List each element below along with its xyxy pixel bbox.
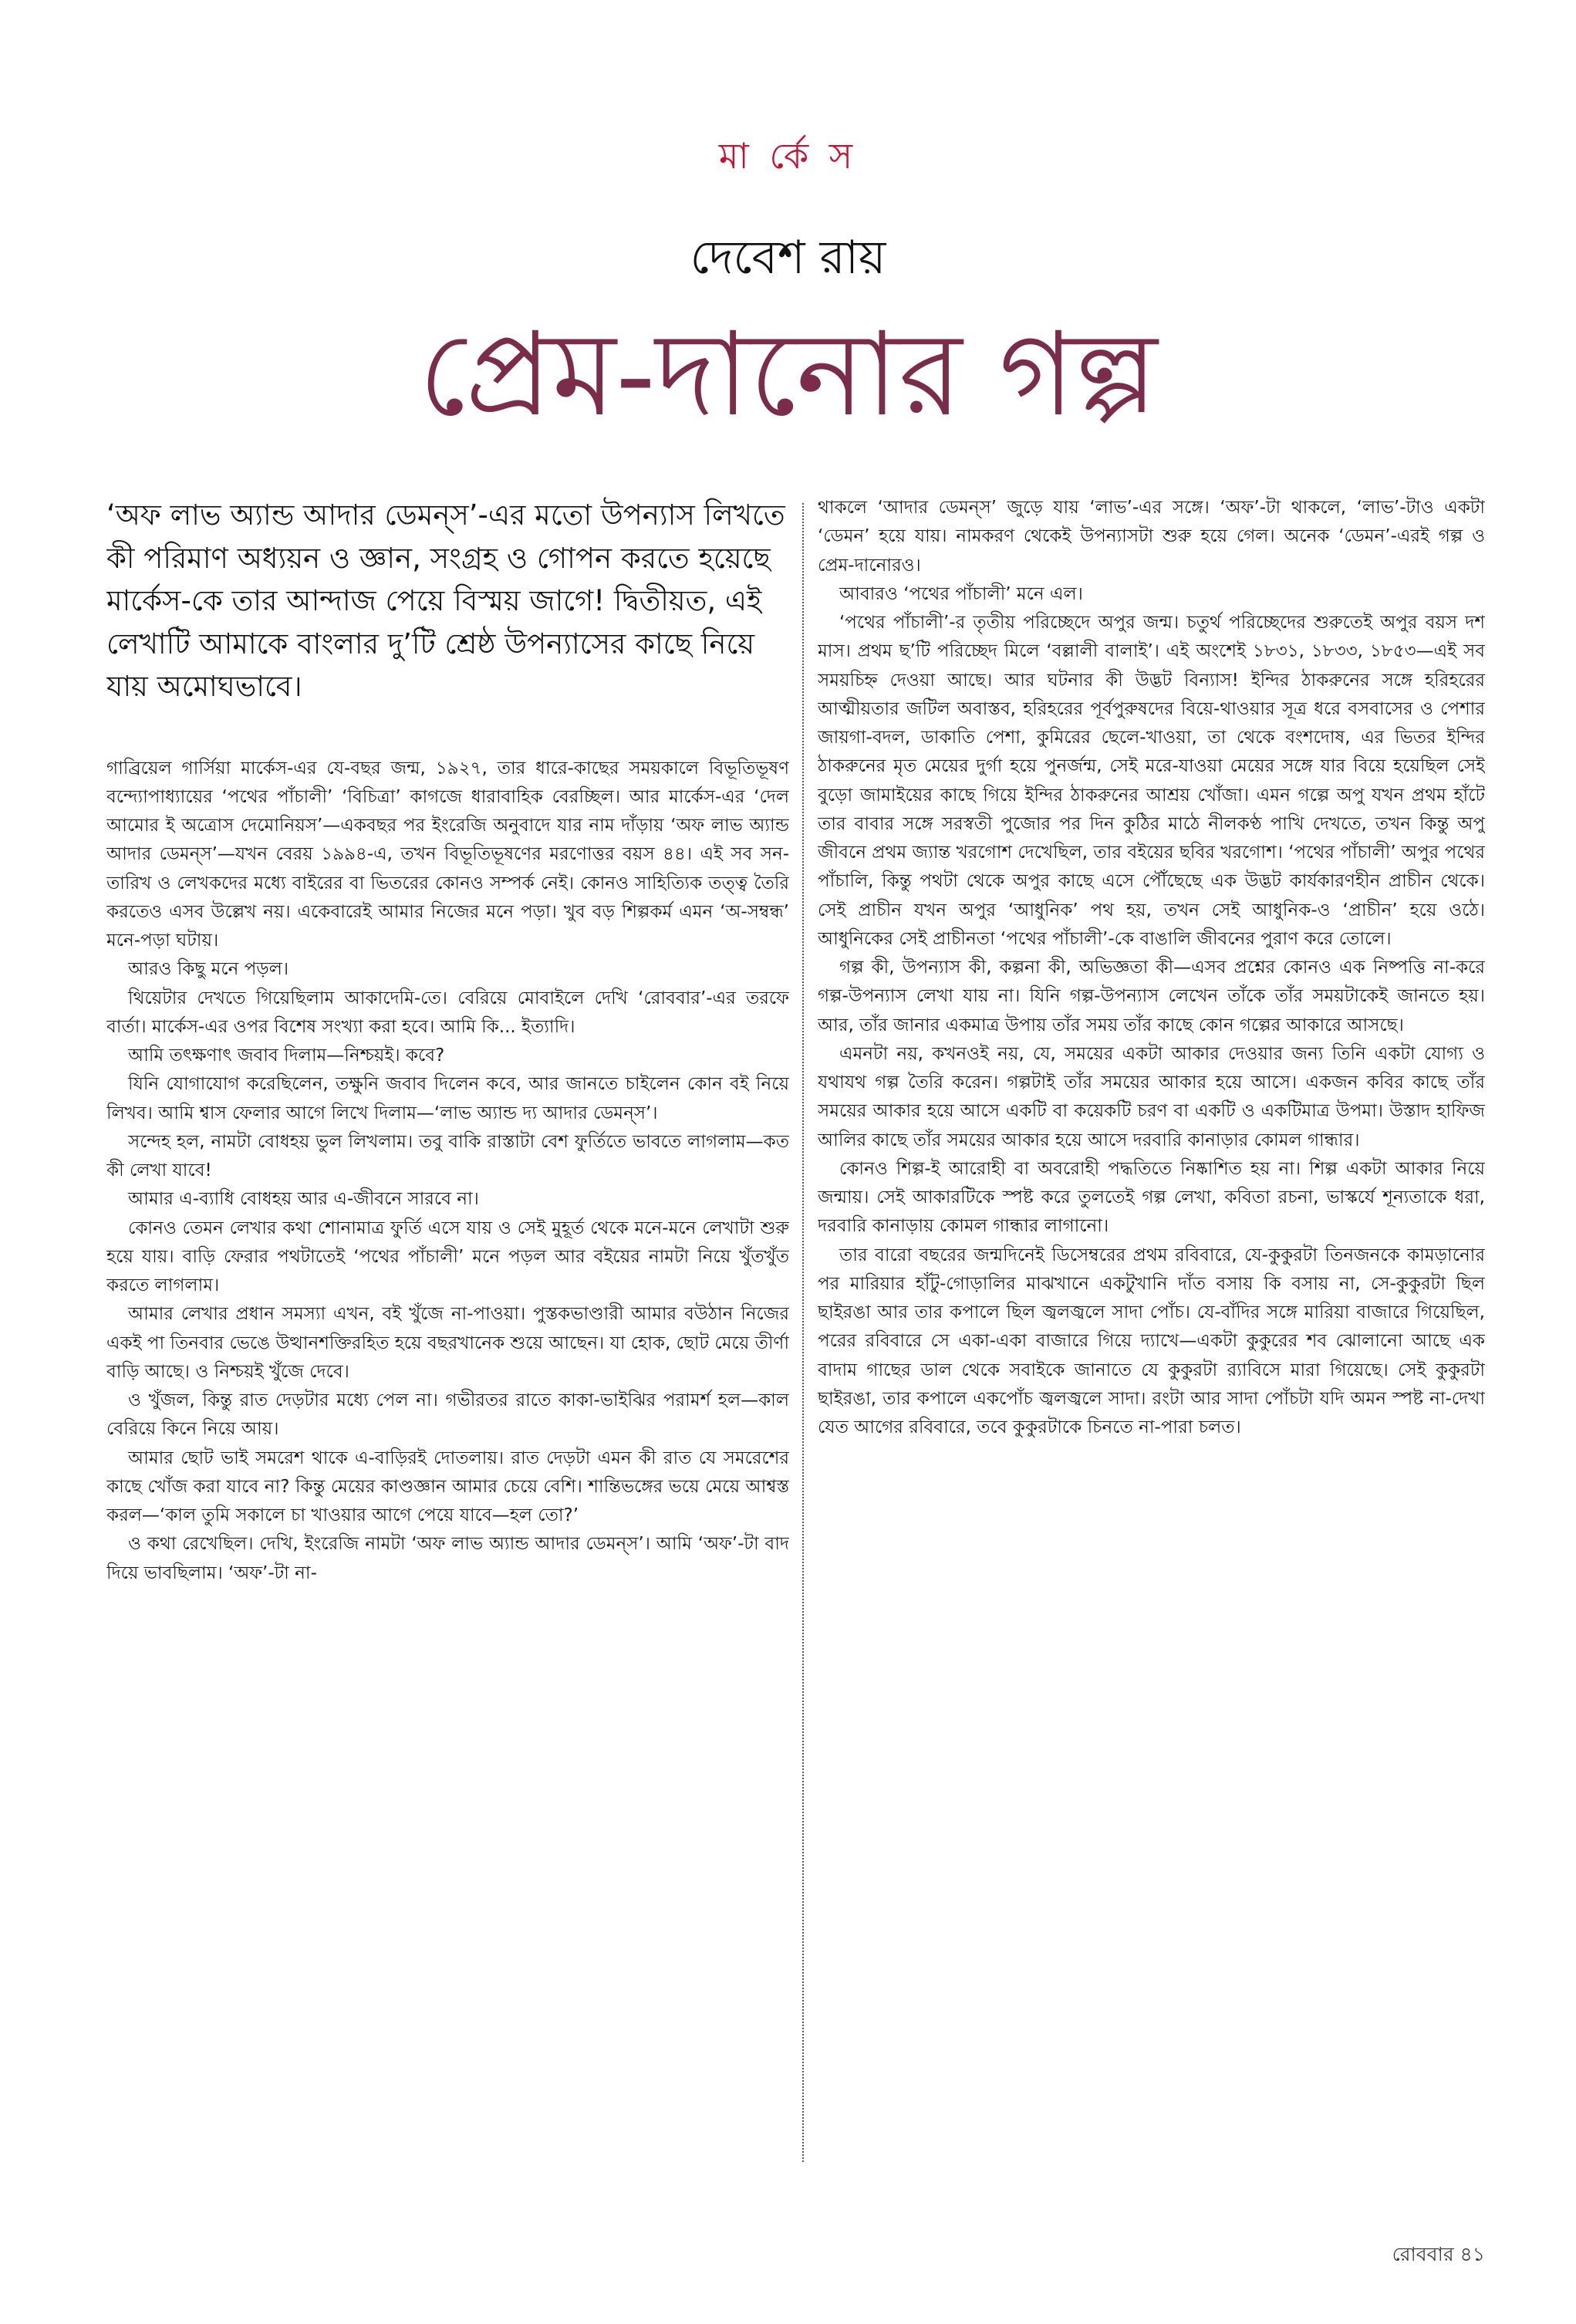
paragraph: আমার ছোট ভাই সমরেশ থাকে এ-বাড়িরই দোতলায়। রাত দেড়টা এমন কী রাত যে সমরেশের কাছে খোঁজ করা যাবে না? কিন্তু মেয়ের কাণ্ডজ্ঞান আমার চেয়ে বেশি। শান্তিভঙ্গের ভয়ে মেয়ে আশ্বস্ত করল—‘কাল তুমি সকালে চা খাওয়ার আগে পেয়ে যাবে—হল তো?’ xyxy=(106,1447,789,1525)
paragraph: ‘পথের পাঁচালী’-র তৃতীয় পরিচ্ছেদে অপুর জন্ম। চতুর্থ পরিচ্ছেদের শুরুতেই অপুর বয়স দশ মাস। প্রথম ছ’টি পরিচ্ছেদ মিলে ‘বল্লালী বালাই’। এই অংশেই ১৮৩১, ১৮৩৩, ১৮৫৩—এই সব সময়চিহ্ন দেওয়া আছে। আর ঘটনার কী উদ্ভট বিন্যাস! ইন্দির ঠাকরুনের সঙ্গে হরিহরের আত্মীয়তার জটিল অবাস্তব, হরিহরের পূর্বপুরুষদের বিয়ে-থাওয়ার সূত্র ধরে বসবাসের ও পেশার জায়গা-বদল, ডাকাতি পেশা, কুমিরের ছেলে-খাওয়া, তা থেকে বংশদোষ, এর ভিতর ইন্দির ঠাকরুনের মৃত মেয়ের দুর্গা হয়ে পুনর্জন্ম, সেই মরে-যাওয়া মেয়ের সঙ্গে যার বিয়ে হয়েছিল সেই বুড়ো জামাইয়ের কাছে গিয়ে ইন্দির ঠাকরুনের আশ্রয় খোঁজা। এমন গল্পে অপু যখন প্রথম হাঁটে তার বাবার সঙ্গে সরস্বতী পুজোর পর দিন কুঠির মাঠে নীলকণ্ঠ পাখি দেখতে, তখন কিন্তু অপু জীবনে প্রথম জ্যান্ত খরগোশ দেখেছিল, তার বইয়ের ছবির খরগোশ। ‘পথের পাঁচালী’ অপুর পথের পাঁচালি, কিন্তু পথটা থেকে অপুর কাছে এসে পৌঁছেছে এক উদ্ভট কার্যকারণহীন প্রাচীন থেকে। সেই প্রাচীন যখন অপুর ‘আধুনিক’ পথ হয়, তখন সেই আধুনিক-ও ‘প্রাচীন’ হয়ে ওঠে। আধুনিকের সেই প্রাচীনতা ‘পথের পাঁচালী’-কে বাঙালি জীবনের পুরাণ করে তোলে। xyxy=(818,613,1485,949)
paragraph: সন্দেহ হল, নামটা বোধহয় ভুল লিখলাম। তবু বাকি রাস্তাটা বেশ ফুর্তিতে ভাবতে লাগলাম—কত কী লেখা যাবে! xyxy=(106,1131,789,1181)
author-name: দেবেশ রায় xyxy=(690,231,886,285)
paragraph: এমনটা নয়, কখনওই নয়, যে, সময়ের একটা আকার দেওয়ার জন্য তিনি একটা যোগ্য ও যথাযথ গল্প তৈরি করেন। গল্পটাই তাঁর সময়ের আকার হয়ে আসে। একজন কবির কাছে তাঁর সময়ের আকার হয়ে আসে একটি বা কয়েকটি চরণ বা একটি ও একটিমাত্র উপমা। উস্তাদ হাফিজ আলির কাছে তাঁর সময়ের আকার হয়ে আসে দরবারি কানাড়ার কোমল গান্ধার। xyxy=(818,1043,1485,1150)
paragraph: তার বারো বছরের জন্মদিনেই ডিসেম্বরের প্রথম রবিবারে, যে-কুকুরটা তিনজনকে কামড়ানোর পর মারিয়ার হাঁটু-গোড়ালির মাঝখানে একটুখানি দাঁত বসায় কি বসায় না, সে-কুকুরটা ছিল ছাইরঙা আর তার কপালে ছিল জ্বলজ্বলে সাদা পোঁচ। যে-বাঁদির সঙ্গে মারিয়া বাজারে গিয়েছিল, পরের রবিবারে সে একা-একা বাজারে গিয়ে দ্যাখে—একটা কুকুরের শব ঝোলানো আছে এক বাদাম গাছের ডাল থেকে সবাইকে জানাতে যে কুকুরটা র‍্যাবিসে মারা গিয়েছে। সেই কুকুরটা ছাইরঙা, তার কপালে একপোঁচ জ্বলজ্বলে সাদা। রংটা আর সাদা পোঁচটা যদি অমন স্পষ্ট না-দেখা যেত আগের রবিবারে, তবে কুকুরটাকে চিনতে না-পারা চলত। xyxy=(818,1245,1485,1437)
paragraph: ও খুঁজল, কিন্তু রাত দেড়টার মধ্যে পেল না। গভীরতর রাতে কাকা-ভাইঝির পরামর্শ হল—কাল বেরিয়ে কিনে নিয়ে আয়। xyxy=(106,1390,789,1440)
intro-blurb: ‘অফ লাভ অ্যান্ড আদার ডেমন্‌স’-এর মতো উপন্যাস লিখতে কী পরিমাণ অধ্যয়ন ও জ্ঞান, সংগ্রহ ও গোপন করতে হয়েছে মার্কেস-কে তার আন্দাজ পেয়ে বিস্ময় জাগে! দ্বিতীয়ত, এই লেখাটি আমাকে বাংলার দু’টি শ্রেষ্ঠ উপন্যাসের কাছে নিয়ে যায় অমোঘভাবে। xyxy=(106,498,785,703)
paragraph: ও কথা রেখেছিল। দেখি, ইংরেজি নামটা ‘অফ লাভ অ্যান্ড আদার ডেমন্‌স’। আমি ‘অফ’-টা বাদ দিয়ে ভাবছিলাম। ‘অফ’-টা না- xyxy=(106,1534,789,1583)
left-column xyxy=(106,494,789,2214)
paragraph: কোনও শিল্প-ই আরোহী বা অবরোহী পদ্ধতিতে নিষ্কাশিত হয় না। শিল্প একটা আকার নিয়ে জন্মায়। সেই আকারটিকে স্পষ্ট করে তুলতেই গল্প লেখা, কবিতা রচনা, ভাস্কর্যে শূন্যতাকে ধরা, দরবারি কানাড়ায় কোমল গান্ধার লাগানো। xyxy=(818,1158,1485,1237)
right-body-text xyxy=(818,494,1485,1442)
column-divider xyxy=(802,503,804,2162)
paragraph: আবারও ‘পথের পাঁচালী’ মনে এল। xyxy=(839,583,1083,604)
paragraph: আমার লেখার প্রধান সমস্যা এখন, বই খুঁজে না-পাওয়া। পুস্তকভাণ্ডারী আমার বউঠান নিজের একই পা তিনবার ভেঙে উত্থানশক্তিরহিত হয়ে বছরখানেক শুয়ে আছেন। যা হোক, ছোট মেয়ে তীর্ণা বাড়ি আছে। ও নিশ্চয়ই খুঁজে দেবে। xyxy=(106,1304,789,1382)
paragraph: থিয়েটার দেখতে গিয়েছিলাম আকাদেমি-তে। বেরিয়ে মোবাইলে দেখি ‘রোববার’-এর তরফে বার্তা। মার্কেস-এর ওপর বিশেষ সংখ্যা করা হবে। আমি কি... ইত্যাদি। xyxy=(106,988,789,1037)
article-title: প্রেম-দানোর গল্প xyxy=(418,308,1158,442)
paragraph: আমার এ-ব্যাধি বোধহয় আর এ-জীবনে সারবে না। xyxy=(128,1189,479,1210)
paragraph: আরও কিছু মনে পড়ল। xyxy=(128,959,289,980)
section-label: মা র্কে স xyxy=(718,135,858,177)
paragraph: থাকলে ‘আদার ডেমন্‌স’ জুড়ে যায় ‘লাভ’-এর সঙ্গে। ‘অফ’-টা থাকলে, ‘লাভ’-টাও একটা ‘ডেমন’ হয়ে যায়। নামকরণ থেকেই উপন্যাসটা শুরু হয়ে গেল। অনেক ‘ডেমন’-এরই গল্প ও প্রেম-দানোরও। xyxy=(818,498,1485,576)
paragraph: আমি তৎক্ষণাৎ জবাব দিলাম—নিশ্চয়ই। কবে? xyxy=(128,1045,445,1066)
paragraph: কোনও তেমন লেখার কথা শোনামাত্র ফুর্তি এসে যায় ও সেই মুহূর্ত থেকে মনে-মনে লেখাটা শুরু হয়ে যায়। বাড়ি ফেরার পথটাতেই ‘পথের পাঁচালী’ মনে পড়ল আর বইয়ের নামটা নিয়ে খুঁতখুঁত করতে লাগলাম। xyxy=(106,1218,789,1295)
right-column xyxy=(818,494,1485,2214)
paragraph: গল্প কী, উপন্যাস কী, কল্পনা কী, অভিজ্ঞতা কী—এসব প্রশ্নের কোনও এক নিষ্পত্তি না-করে গল্প-উপন্যাস লেখা যায় না। যিনি গল্প-উপন্যাস লেখেন তাঁকে তাঁর সময়টাকেই জানতে হয়। আর, তাঁর জানার একমাত্র উপায় তাঁর সময় তাঁর কাছে কোন গল্পের আকারে আসছে। xyxy=(818,958,1485,1035)
page-footer: রোববার ৪১ xyxy=(1392,2243,1485,2265)
left-body-text xyxy=(106,755,789,1588)
paragraph: যিনি যোগাযোগ করেছিলেন, তক্ষুনি জবাব দিলেন কবে, আর জানতে চাইলেন কোন বই নিয়ে লিখব। আমি শ্বাস ফেলার আগে লিখে দিলাম—‘লাভ অ্যান্ড দ্য আদার ডেমন্‌স’। xyxy=(106,1074,789,1123)
paragraph: গাব্রিয়েল গার্সিয়া মার্কেস-এর যে-বছর জন্ম, ১৯২৭, তার ধারে-কাছের সময়কালে বিভূতিভূষণ বন্দ্যোপাধ্যায়ের ‘পথের পাঁচালী’ ‘বিচিত্রা’ কাগজে ধারাবাহিক বেরচ্ছিল। আর মার্কেস-এর ‘দেল আমোর ই অত্রোস দেমোনিয়স’—একবছর পর ইংরেজি অনুবাদে যার নাম দাঁড়ায় ‘অফ লাভ অ্যান্ড আদার ডেমন্‌স’—যখন বেরয় ১৯৯৪-এ, তখন বিভূতিভূষণের মরণোত্তর বয়স ৪৪। এই সব সন-তারিখ ও লেখকদের মধ্যে বাইরের বা ভিতরের কোনও সম্পর্ক নেই। কোনও সাহিত্যিক তত্ত্ব তৈরি করতেও এসব উল্লেখ নয়। একেবারেই আমার নিজের মনে পড়া। খুব বড় শিল্পকর্ম এমন ‘অ-সম্বন্ধ’ মনে-পড়া ঘটায়। xyxy=(106,758,789,951)
